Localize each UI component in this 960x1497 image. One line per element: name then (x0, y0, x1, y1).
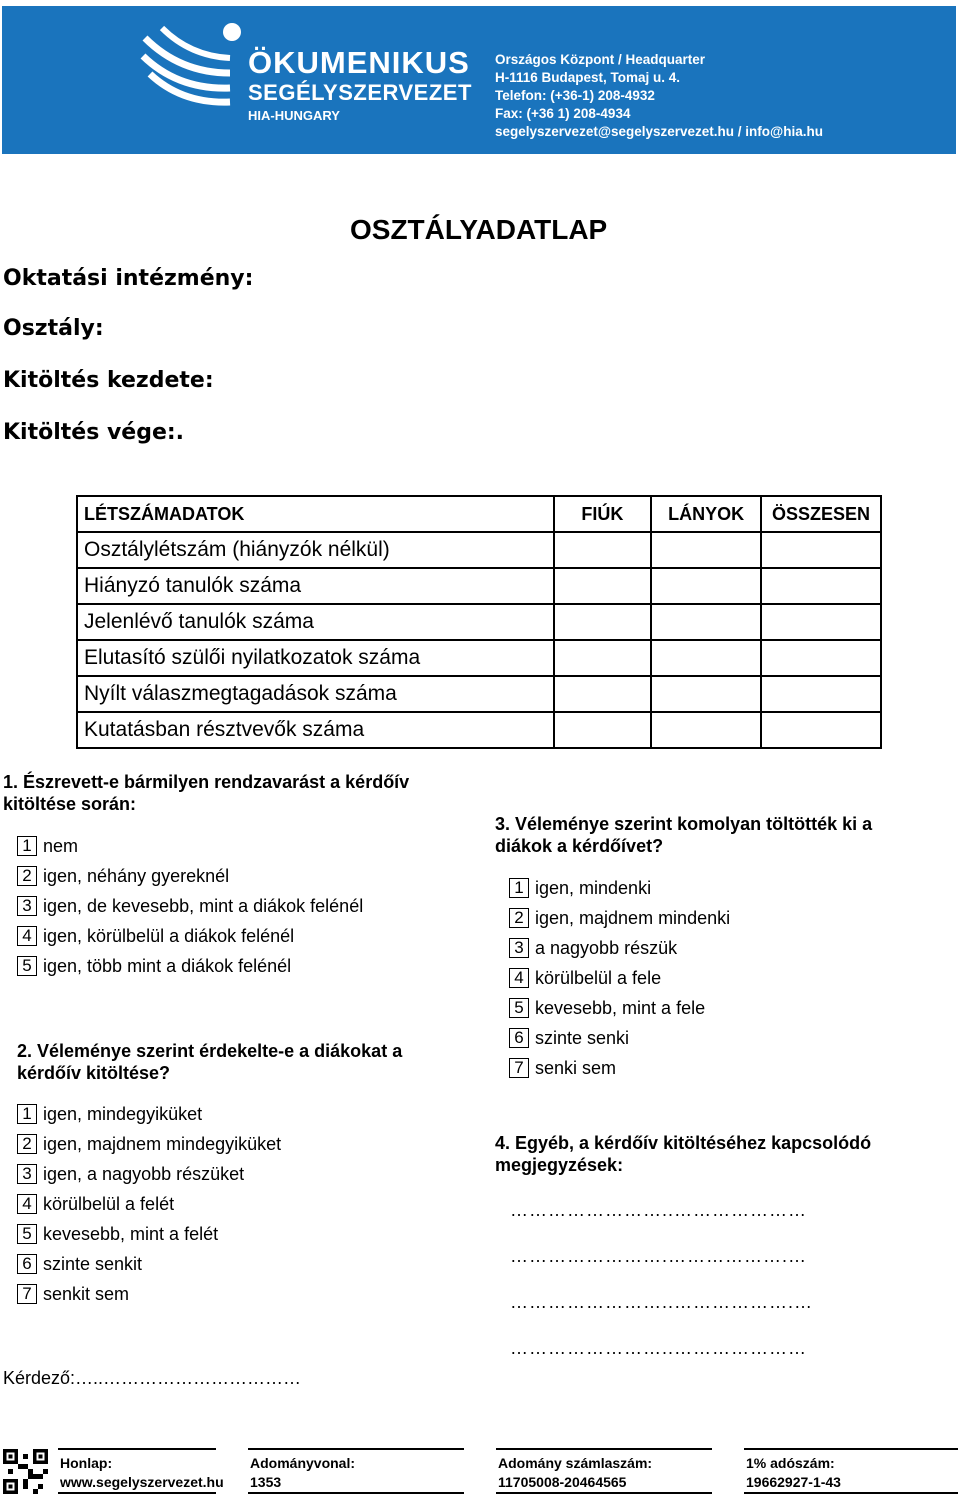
org-name: ÖKUMENIKUS (248, 45, 470, 80)
cell-boys[interactable] (554, 604, 652, 640)
option-label: igen, körülbelül a diákok felénél (43, 925, 295, 946)
footer-divider (496, 1448, 712, 1450)
cell-girls[interactable] (651, 604, 761, 640)
table-row (77, 604, 881, 640)
table-row (77, 640, 881, 676)
field-end: Kitöltés vége:. (3, 420, 185, 445)
cell-girls[interactable] (651, 712, 761, 748)
table-header-row (77, 496, 881, 532)
option-label: körülbelül a fele (535, 967, 662, 988)
footer-divider (744, 1448, 958, 1450)
option-item[interactable] (17, 1279, 281, 1309)
q1-title: 1. Észrevett-e bármilyen rendzavarást a kérdőív kitöltése során: (3, 772, 410, 814)
field-institution: Oktatási intézmény: (3, 266, 254, 291)
logo-icon (140, 18, 250, 108)
option-number[interactable]: 7 (509, 1058, 529, 1078)
row-label: Elutasító szülői nyilatkozatok száma (77, 640, 554, 676)
option-item[interactable] (17, 1249, 281, 1279)
footer-website[interactable]: www.segelyszervezet.hu (60, 1474, 224, 1490)
option-item[interactable] (509, 903, 730, 933)
option-item[interactable] (17, 1159, 281, 1189)
option-number[interactable]: 6 (17, 1254, 37, 1274)
option-label: kevesebb, mint a fele (535, 997, 706, 1018)
hq-email: segelyszervezet@segelyszervezet.hu / info@hia.hu (495, 124, 823, 139)
option-label: igen, néhány gyereknél (43, 865, 230, 886)
option-number[interactable]: 2 (17, 866, 37, 886)
option-label: igen, több mint a diákok felénél (43, 955, 292, 976)
table-row (77, 568, 881, 604)
org-name-sub: SEGÉLYSZERVEZET (248, 80, 472, 105)
option-number[interactable]: 1 (17, 1104, 37, 1124)
stats-table (76, 495, 882, 749)
option-label: nem (43, 835, 79, 856)
footer-donation-line-label: Adományvonal: (250, 1455, 356, 1471)
option-label: igen, de kevesebb, mint a diákok felénél (43, 895, 364, 916)
table-row (77, 712, 881, 748)
option-item[interactable] (17, 1099, 281, 1129)
footer-donation-line: 1353 (250, 1474, 282, 1490)
table-row (77, 532, 881, 568)
footer-account: 11705008-20464565 (498, 1474, 627, 1490)
option-item[interactable] (17, 1129, 281, 1159)
table-header: LÁNYOK (651, 496, 761, 532)
option-number[interactable]: 4 (509, 968, 529, 988)
row-label: Kutatásban résztvevők száma (77, 712, 554, 748)
org-country: HIA-HUNGARY (248, 108, 340, 123)
cell-total[interactable] (761, 712, 881, 748)
option-number[interactable]: 5 (509, 998, 529, 1018)
option-item[interactable] (509, 963, 730, 993)
table-header: FIÚK (554, 496, 652, 532)
footer-tax-number: 19662927-1-43 (746, 1474, 841, 1490)
row-label: Osztálylétszám (hiányzók nélkül) (77, 532, 554, 568)
q2-options (17, 1099, 281, 1309)
option-label: igen, mindegyiküket (43, 1103, 203, 1124)
option-label: igen, majdnem mindegyiküket (43, 1133, 282, 1154)
footer-divider (248, 1492, 464, 1494)
field-start: Kitöltés kezdete: (3, 368, 214, 393)
q3-title: 3. Véleménye szerint komolyan töltötték ki a diákok a kérdőívet? (495, 814, 873, 856)
option-item[interactable] (509, 933, 730, 963)
option-label: igen, majdnem mindenki (535, 907, 731, 928)
table-header: ÖSSZESEN (761, 496, 881, 532)
option-number[interactable]: 3 (17, 896, 37, 916)
cell-boys[interactable] (554, 640, 652, 676)
cell-girls[interactable] (651, 640, 761, 676)
option-number[interactable]: 4 (17, 1194, 37, 1214)
cell-girls[interactable] (651, 532, 761, 568)
page-title: OSZTÁLYADATLAP (350, 214, 608, 245)
option-label: igen, mindenki (535, 877, 652, 898)
hq-title: Országos Központ / Headquarter (495, 52, 706, 67)
option-number[interactable]: 2 (17, 1134, 37, 1154)
footer-divider (58, 1492, 216, 1494)
cell-total[interactable] (761, 568, 881, 604)
comment-line[interactable]: ……………………..………………… (510, 1200, 808, 1220)
q3-options (509, 873, 730, 1083)
comment-line[interactable]: …………………….……………….… (510, 1246, 808, 1266)
footer-divider (248, 1448, 464, 1450)
option-label: kevesebb, mint a felét (43, 1223, 219, 1244)
cell-girls[interactable] (651, 568, 761, 604)
option-label: igen, a nagyobb részüket (43, 1163, 245, 1184)
option-item[interactable] (17, 921, 363, 951)
option-item[interactable] (509, 1053, 730, 1083)
q1-options (17, 831, 363, 981)
cell-boys[interactable] (554, 676, 652, 712)
row-label: Hiányzó tanulók száma (77, 568, 554, 604)
option-item[interactable] (509, 993, 730, 1023)
interviewer-field[interactable]: Kérdező:…..…………………………… (3, 1368, 302, 1388)
option-number[interactable]: 1 (17, 836, 37, 856)
option-number[interactable]: 5 (17, 956, 37, 976)
hq-address: H-1116 Budapest, Tomaj u. 4. (495, 70, 681, 85)
q4-title: 4. Egyéb, a kérdőív kitöltéséhez kapcsolódó megjegyzések: (495, 1133, 872, 1175)
option-label: senki sem (535, 1057, 617, 1078)
option-item[interactable] (17, 861, 363, 891)
hq-fax: Fax: (+36 1) 208-4934 (495, 106, 631, 121)
cell-boys[interactable] (554, 568, 652, 604)
table-row (77, 676, 881, 712)
cell-boys[interactable] (554, 532, 652, 568)
footer-divider (58, 1448, 216, 1450)
comment-line[interactable]: ……………………..………………… (510, 1338, 808, 1358)
cell-total[interactable] (761, 532, 881, 568)
cell-total[interactable] (761, 676, 881, 712)
option-label: a nagyobb részük (535, 937, 678, 958)
row-label: Jelenlévő tanulók száma (77, 604, 554, 640)
footer-website-label: Honlap: (60, 1455, 113, 1471)
cell-total[interactable] (761, 604, 881, 640)
cell-total[interactable] (761, 640, 881, 676)
option-item[interactable] (17, 1189, 281, 1219)
option-number[interactable]: 4 (17, 926, 37, 946)
option-item[interactable] (17, 831, 363, 861)
row-label: Nyílt válaszmegtagadások száma (77, 676, 554, 712)
footer-divider (744, 1492, 958, 1494)
option-number[interactable]: 7 (17, 1284, 37, 1304)
footer-tax-label: 1% adószám: (746, 1455, 835, 1471)
option-item[interactable] (17, 951, 363, 981)
option-label: szinte senki (535, 1027, 630, 1048)
q2-title: 2. Véleménye szerint érdekelte-e a diákokat a kérdőív kitöltése? (17, 1041, 403, 1083)
option-item[interactable] (509, 1023, 730, 1053)
option-number[interactable]: 2 (509, 908, 529, 928)
hq-phone: Telefon: (+36-1) 208-4932 (495, 88, 655, 103)
cell-boys[interactable] (554, 712, 652, 748)
footer-account-label: Adomány számlaszám: (498, 1455, 653, 1471)
cell-girls[interactable] (651, 676, 761, 712)
option-number[interactable]: 3 (17, 1164, 37, 1184)
option-number[interactable]: 5 (17, 1224, 37, 1244)
field-class: Osztály: (3, 316, 104, 341)
option-number[interactable]: 6 (509, 1028, 529, 1048)
option-number[interactable]: 3 (509, 938, 529, 958)
option-item[interactable] (17, 1219, 281, 1249)
option-item[interactable] (17, 891, 363, 921)
option-item[interactable] (509, 873, 730, 903)
table-header: LÉTSZÁMADATOK (77, 496, 554, 532)
option-label: senkit sem (43, 1283, 130, 1304)
option-label: körülbelül a felét (43, 1193, 175, 1214)
comment-line[interactable]: ……………………..……………….… (510, 1292, 814, 1312)
option-label: szinte senkit (43, 1253, 143, 1274)
qr-code-icon (3, 1449, 48, 1494)
footer-divider (496, 1492, 712, 1494)
option-number[interactable]: 1 (509, 878, 529, 898)
